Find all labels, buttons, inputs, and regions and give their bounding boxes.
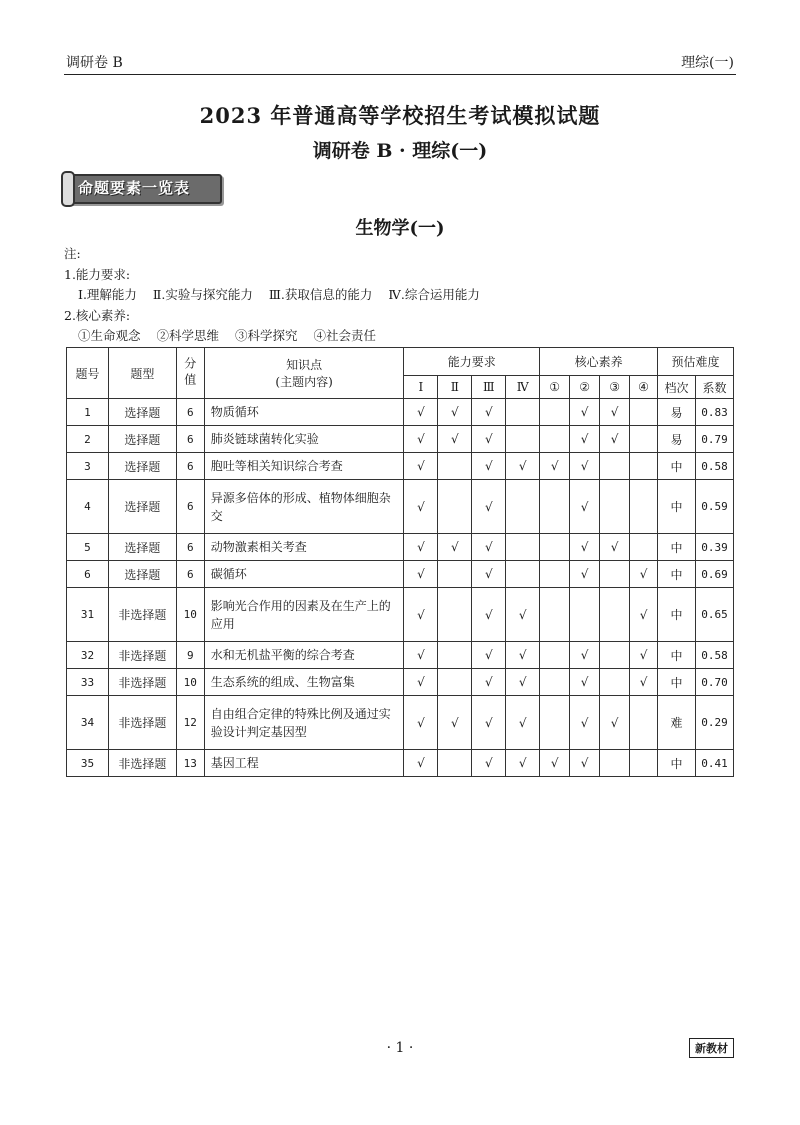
cell-literacy: √: [630, 588, 658, 642]
cell-type: 非选择题: [108, 588, 176, 642]
cell-literacy: [630, 426, 658, 453]
table-row: [67, 561, 734, 588]
cell-ability: √: [404, 399, 438, 426]
cell-number: 31: [67, 588, 109, 642]
cell-ability: √: [472, 480, 506, 534]
cell-ability: √: [506, 696, 540, 750]
cell-level: 易: [658, 399, 696, 426]
cell-ability: √: [404, 426, 438, 453]
cell-number: 3: [67, 453, 109, 480]
cell-score: 10: [176, 669, 204, 696]
cell-topic: 影响光合作用的因素及在生产上的应用: [204, 588, 404, 642]
cell-literacy: √: [600, 696, 630, 750]
cell-type: 选择题: [108, 480, 176, 534]
cell-level: 易: [658, 426, 696, 453]
elements-table: [66, 347, 734, 777]
literacy-item: ①生命观念: [78, 328, 141, 343]
cell-ability: [438, 750, 472, 777]
header-ability-col: Ⅲ: [472, 376, 506, 399]
cell-topic: 生态系统的组成、生物富集: [204, 669, 404, 696]
ability-item: Ⅱ.实验与探究能力: [152, 287, 253, 302]
cell-score: 13: [176, 750, 204, 777]
page-number: · 1 ·: [386, 1040, 414, 1056]
cell-ability: [506, 480, 540, 534]
table-row: [67, 642, 734, 669]
table-row: [67, 399, 734, 426]
cell-literacy: [540, 426, 570, 453]
header-left: 调研卷 B: [66, 55, 123, 71]
cell-score: 6: [176, 534, 204, 561]
cell-ability: [438, 669, 472, 696]
cell-literacy: [600, 642, 630, 669]
cell-ability: √: [472, 426, 506, 453]
cell-coef: 0.65: [695, 588, 733, 642]
literacy-item: ②科学思维: [156, 328, 220, 343]
cell-literacy: [630, 453, 658, 480]
cell-number: 2: [67, 426, 109, 453]
cell-type: 非选择题: [108, 750, 176, 777]
cell-level: 中: [658, 480, 696, 534]
cell-literacy: √: [570, 399, 600, 426]
cell-type: 选择题: [108, 399, 176, 426]
header-literacy: 核心素养: [540, 348, 658, 376]
cell-number: 5: [67, 534, 109, 561]
cell-literacy: √: [570, 561, 600, 588]
table-row: [67, 426, 734, 453]
header-ability-col: Ⅰ: [404, 376, 438, 399]
literacy-title: 2.核心素养:: [64, 307, 131, 323]
cell-literacy: √: [570, 696, 600, 750]
cell-number: 1: [67, 399, 109, 426]
cell-literacy: [540, 588, 570, 642]
cell-topic: 异源多倍体的形成、植物体细胞杂交: [204, 480, 404, 534]
cell-score: 12: [176, 696, 204, 750]
banner-scroll: [64, 172, 220, 204]
table-row: [67, 588, 734, 642]
cell-coef: 0.70: [695, 669, 733, 696]
header-topic: [204, 348, 404, 399]
cell-number: 34: [67, 696, 109, 750]
cell-ability: [438, 588, 472, 642]
cell-ability: √: [506, 453, 540, 480]
cell-literacy: √: [540, 750, 570, 777]
table-row: [67, 750, 734, 777]
cell-coef: 0.39: [695, 534, 733, 561]
cell-number: 33: [67, 669, 109, 696]
header-literacy-col: ①: [540, 376, 570, 399]
scroll-curl-icon: [61, 171, 75, 207]
cell-ability: √: [438, 696, 472, 750]
cell-type: 非选择题: [108, 642, 176, 669]
cell-coef: 0.83: [695, 399, 733, 426]
literacy-item: ③科学探究: [235, 328, 298, 343]
cell-literacy: √: [540, 453, 570, 480]
cell-ability: [506, 426, 540, 453]
cell-ability: √: [472, 561, 506, 588]
cell-literacy: √: [570, 426, 600, 453]
cell-score: 6: [176, 453, 204, 480]
cell-literacy: [630, 480, 658, 534]
header-topic-sub: (主题内容): [275, 375, 333, 389]
ability-list: [64, 285, 492, 306]
cell-ability: √: [472, 696, 506, 750]
cell-literacy: √: [570, 642, 600, 669]
header-ability-col: Ⅱ: [438, 376, 472, 399]
header-ability: 能力要求: [404, 348, 540, 376]
cell-ability: [438, 480, 472, 534]
cell-literacy: [540, 669, 570, 696]
cell-type: 选择题: [108, 453, 176, 480]
cell-ability: √: [472, 642, 506, 669]
cell-number: 32: [67, 642, 109, 669]
cell-ability: √: [506, 750, 540, 777]
cell-ability: √: [472, 399, 506, 426]
cell-coef: 0.59: [695, 480, 733, 534]
cell-level: 中: [658, 642, 696, 669]
cell-ability: [506, 561, 540, 588]
header-ability-col: Ⅳ: [506, 376, 540, 399]
cell-ability: √: [472, 669, 506, 696]
cell-type: 非选择题: [108, 669, 176, 696]
cell-level: 中: [658, 534, 696, 561]
header-difficulty: 预估难度: [658, 348, 734, 376]
cell-ability: √: [472, 750, 506, 777]
cell-literacy: [630, 399, 658, 426]
ability-item: Ⅳ.综合运用能力: [388, 287, 480, 302]
cell-ability: √: [404, 696, 438, 750]
table-row: [67, 534, 734, 561]
header-type: 题型: [108, 348, 176, 399]
cell-ability: √: [472, 534, 506, 561]
cell-literacy: [540, 534, 570, 561]
cell-topic: 自由组合定律的特殊比例及通过实验设计判定基因型: [204, 696, 404, 750]
cell-literacy: √: [630, 669, 658, 696]
cell-level: 中: [658, 750, 696, 777]
ability-item: Ⅲ.获取信息的能力: [268, 287, 373, 302]
cell-literacy: [540, 642, 570, 669]
cell-literacy: [540, 399, 570, 426]
cell-ability: √: [404, 588, 438, 642]
cell-literacy: [600, 561, 630, 588]
cell-ability: √: [472, 588, 506, 642]
cell-topic: 物质循环: [204, 399, 404, 426]
cell-literacy: √: [600, 534, 630, 561]
cell-number: 6: [67, 561, 109, 588]
cell-coef: 0.79: [695, 426, 733, 453]
edition-badge: 新教材: [689, 1038, 734, 1058]
cell-ability: √: [472, 453, 506, 480]
cell-level: 中: [658, 561, 696, 588]
table-row: [67, 480, 734, 534]
cell-ability: √: [506, 669, 540, 696]
cell-ability: √: [404, 453, 438, 480]
cell-ability: √: [404, 750, 438, 777]
header-level: 档次: [658, 376, 696, 399]
cell-ability: √: [404, 642, 438, 669]
cell-level: 中: [658, 588, 696, 642]
cell-ability: [438, 561, 472, 588]
cell-topic: 基因工程: [204, 750, 404, 777]
ability-title: 1.能力要求:: [64, 266, 131, 282]
cell-coef: 0.41: [695, 750, 733, 777]
cell-coef: 0.29: [695, 696, 733, 750]
cell-literacy: √: [570, 480, 600, 534]
cell-ability: √: [438, 426, 472, 453]
cell-topic: 水和无机盐平衡的综合考查: [204, 642, 404, 669]
cell-literacy: √: [600, 399, 630, 426]
table-row: [67, 669, 734, 696]
header-topic-main: 知识点: [286, 358, 323, 372]
cell-ability: [506, 534, 540, 561]
cell-literacy: [570, 588, 600, 642]
cell-literacy: [540, 696, 570, 750]
literacy-list: [64, 326, 492, 347]
cell-topic: 动物激素相关考查: [204, 534, 404, 561]
cell-ability: [438, 642, 472, 669]
cell-literacy: [600, 750, 630, 777]
page-header: [64, 48, 736, 75]
cell-ability: √: [438, 534, 472, 561]
cell-literacy: √: [570, 669, 600, 696]
cell-type: 选择题: [108, 426, 176, 453]
cell-ability: √: [506, 588, 540, 642]
cell-literacy: √: [570, 750, 600, 777]
cell-number: 4: [67, 480, 109, 534]
notes-label: 注:: [64, 246, 81, 261]
cell-coef: 0.58: [695, 642, 733, 669]
page-title: 2023 年普通高等学校招生考试模拟试题: [199, 103, 601, 128]
cell-literacy: √: [630, 561, 658, 588]
cell-type: 选择题: [108, 561, 176, 588]
cell-score: 6: [176, 426, 204, 453]
cell-literacy: [600, 453, 630, 480]
ability-item: Ⅰ.理解能力: [78, 287, 137, 302]
table-row: [67, 453, 734, 480]
cell-literacy: √: [570, 534, 600, 561]
cell-score: 10: [176, 588, 204, 642]
cell-score: 6: [176, 561, 204, 588]
header-literacy-col: ③: [600, 376, 630, 399]
cell-ability: √: [404, 669, 438, 696]
cell-ability: √: [404, 534, 438, 561]
cell-literacy: [540, 561, 570, 588]
cell-ability: [438, 453, 472, 480]
cell-level: 难: [658, 696, 696, 750]
cell-ability: √: [506, 642, 540, 669]
cell-ability: √: [404, 561, 438, 588]
table-row: [67, 696, 734, 750]
cell-number: 35: [67, 750, 109, 777]
cell-literacy: [600, 588, 630, 642]
header-score: 分值: [176, 348, 204, 399]
cell-ability: [506, 399, 540, 426]
cell-topic: 胞吐等相关知识综合考查: [204, 453, 404, 480]
section-title: 生物学(一): [355, 218, 445, 239]
header-number: 题号: [67, 348, 109, 399]
cell-score: 6: [176, 480, 204, 534]
cell-ability: √: [438, 399, 472, 426]
cell-literacy: √: [570, 453, 600, 480]
cell-literacy: √: [630, 642, 658, 669]
cell-level: 中: [658, 669, 696, 696]
cell-literacy: √: [600, 426, 630, 453]
cell-literacy: [630, 534, 658, 561]
cell-literacy: [540, 480, 570, 534]
cell-literacy: [600, 480, 630, 534]
cell-literacy: [600, 669, 630, 696]
cell-literacy: [630, 750, 658, 777]
cell-level: 中: [658, 453, 696, 480]
header-literacy-col: ②: [570, 376, 600, 399]
cell-coef: 0.69: [695, 561, 733, 588]
header-right: 理综(一): [681, 55, 734, 71]
notes-block: [64, 244, 492, 347]
cell-topic: 碳循环: [204, 561, 404, 588]
cell-literacy: [630, 696, 658, 750]
cell-topic: 肺炎链球菌转化实验: [204, 426, 404, 453]
header-coef: 系数: [695, 376, 733, 399]
cell-type: 非选择题: [108, 696, 176, 750]
literacy-item: ④社会责任: [313, 328, 377, 343]
cell-ability: √: [404, 480, 438, 534]
banner-text: 命题要素一览表: [78, 179, 191, 197]
cell-type: 选择题: [108, 534, 176, 561]
cell-score: 6: [176, 399, 204, 426]
header-literacy-col: ④: [630, 376, 658, 399]
cell-score: 9: [176, 642, 204, 669]
cell-coef: 0.58: [695, 453, 733, 480]
page-subtitle: 调研卷 B · 理综(一): [312, 140, 488, 162]
